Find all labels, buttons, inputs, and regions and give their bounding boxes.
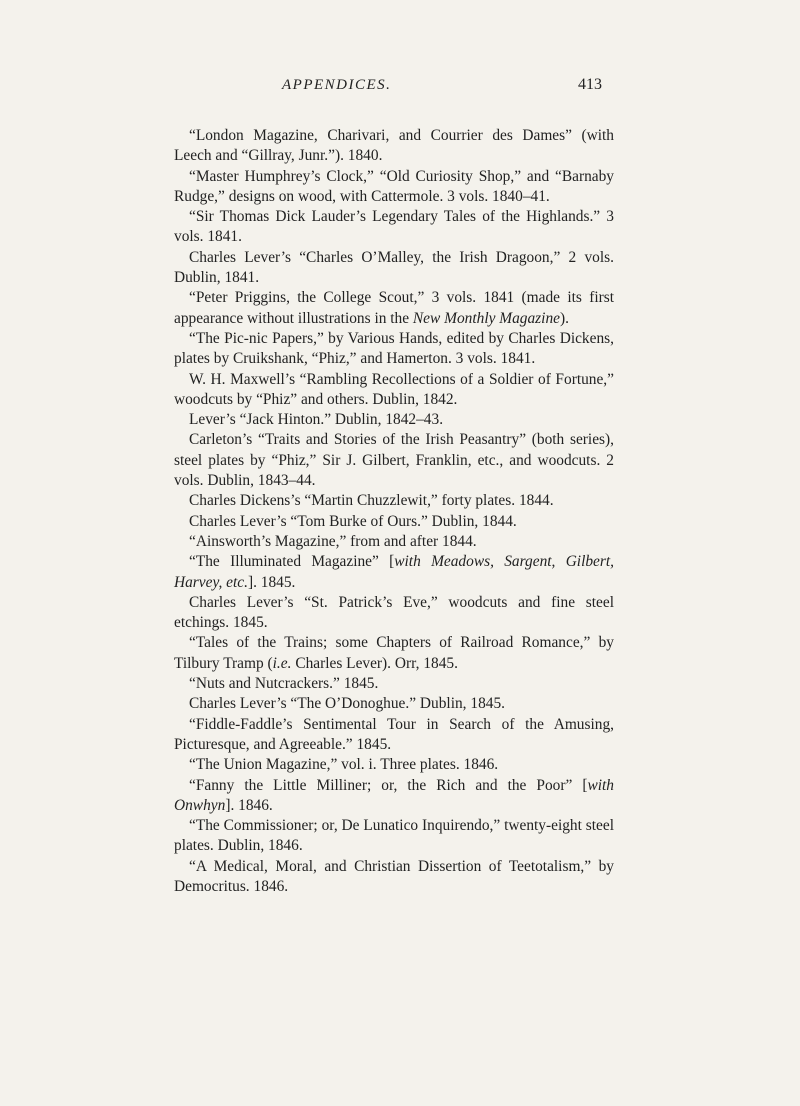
entry-text: ]. 1846. [225,796,273,814]
bibliography-entry [174,633,614,674]
entry-text: “The Union Magazine,” vol. i. Three plates. 1846. [189,756,499,774]
bibliography-entry [174,370,614,411]
bibliography-entry [174,552,614,593]
entry-text: W. H. Maxwell’s “Rambling Recollections of a Soldier of Fortune,” woodcuts by “Phiz” and others. Dublin, 1842. [174,370,614,408]
entry-italic-text: with Onwhyn [174,776,614,814]
entry-italic-text: with Meadows, Sargent, Gilbert, Harvey, etc. [174,553,614,591]
entry-text: “A Medical, Moral, and Christian Dissertion of Teetotalism,” by Democritus. 1846. [174,857,614,895]
bibliography-entry [174,816,614,857]
bibliography-entry [174,776,614,817]
entry-text: “The Illuminated Magazine” [ [189,553,395,571]
entry-text: Charles Dickens’s “Martin Chuzzlewit,” forty plates. 1844. [189,492,554,510]
bibliography-entry [174,694,614,714]
page-header [282,76,602,94]
bibliography-entry [174,288,614,329]
bibliography-entry [174,491,614,511]
entry-text: “Peter Priggins, the College Scout,” 3 vols. 1841 (made its first appearance without illustrations in the [174,289,614,327]
entry-text: ). [559,309,569,327]
entry-text: “Nuts and Nutcrackers.” 1845. [189,675,379,693]
bibliography-entry [174,248,614,289]
bibliography-entry [174,430,614,491]
bibliography-list [174,126,614,897]
bibliography-entry [174,329,614,370]
bibliography-entry [174,755,614,775]
running-head: APPENDICES. [282,77,392,93]
entry-text: “The Commissioner; or, De Lunatico Inquirendo,” twenty-eight steel plates. Dublin, 1846. [174,817,614,855]
bibliography-entry [174,715,614,756]
bibliography-entry [174,532,614,552]
bibliography-entry [174,207,614,248]
entry-text: Charles Lever’s “The O’Donoghue.” Dublin, 1845. [189,695,505,713]
entry-text: “Ainsworth’s Magazine,” from and after 1844. [189,532,477,550]
entry-text: “Fanny the Little Milliner; or, the Rich and the Poor” [ [189,776,588,794]
entry-text: “Fiddle-Faddle’s Sentimental Tour in Search of the Amusing, Picturesque, and Agreeable.” 1845. [174,715,614,753]
entry-text: Carleton’s “Traits and Stories of the Irish Peasantry” (both series), steel plates by “Phiz,” Sir J. Gilbert, Franklin, etc., and woodcuts. 2 vols. Dublin, 1843–44. [174,431,614,490]
bibliography-entry [174,593,614,634]
entry-text: Lever’s “Jack Hinton.” Dublin, 1842–43. [189,411,444,429]
bibliography-entry [174,674,614,694]
entry-text: “Sir Thomas Dick Lauder’s Legendary Tales of the Highlands.” 3 vols. 1841. [174,208,614,246]
entry-text: “Master Humphrey’s Clock,” “Old Curiosity Shop,” and “Barnaby Rudge,” designs on wood, with Cattermole. 3 vols. 1840–41. [174,167,614,205]
entry-text: “London Magazine, Charivari, and Courrier des Dames” (with Leech and “Gillray, Junr.”). 1840. [174,127,614,165]
bibliography-entry [174,167,614,208]
entry-italic-text: New Monthly Magazine [412,309,560,327]
entry-text: Charles Lever’s “St. Patrick’s Eve,” woodcuts and fine steel etchings. 1845. [174,593,614,632]
bibliography-entry [174,410,614,430]
entry-text: “Tales of the Trains; some Chapters of Railroad Romance,” by Tilbury Tramp ( [174,634,614,672]
entry-text: “The Pic-nic Papers,” by Various Hands, edited by Charles Dickens, plates by Cruikshank, “Phiz,” and Hamerton. 3 vols. 1841. [174,329,614,368]
bibliography-entry [174,512,614,532]
entry-text: Charles Lever’s “Tom Burke of Ours.” Dublin, 1844. [189,512,517,530]
entry-text: ]. 1845. [247,573,296,591]
bibliography-entry [174,857,614,898]
entry-italic-text: i.e. [272,654,292,672]
entry-text: Charles Lever’s “Charles O’Malley, the Irish Dragoon,” 2 vols. Dublin, 1841. [174,248,614,287]
page-number: 413 [578,76,602,93]
entry-text: Charles Lever). Orr, 1845. [291,654,458,672]
bibliography-entry [174,126,614,167]
